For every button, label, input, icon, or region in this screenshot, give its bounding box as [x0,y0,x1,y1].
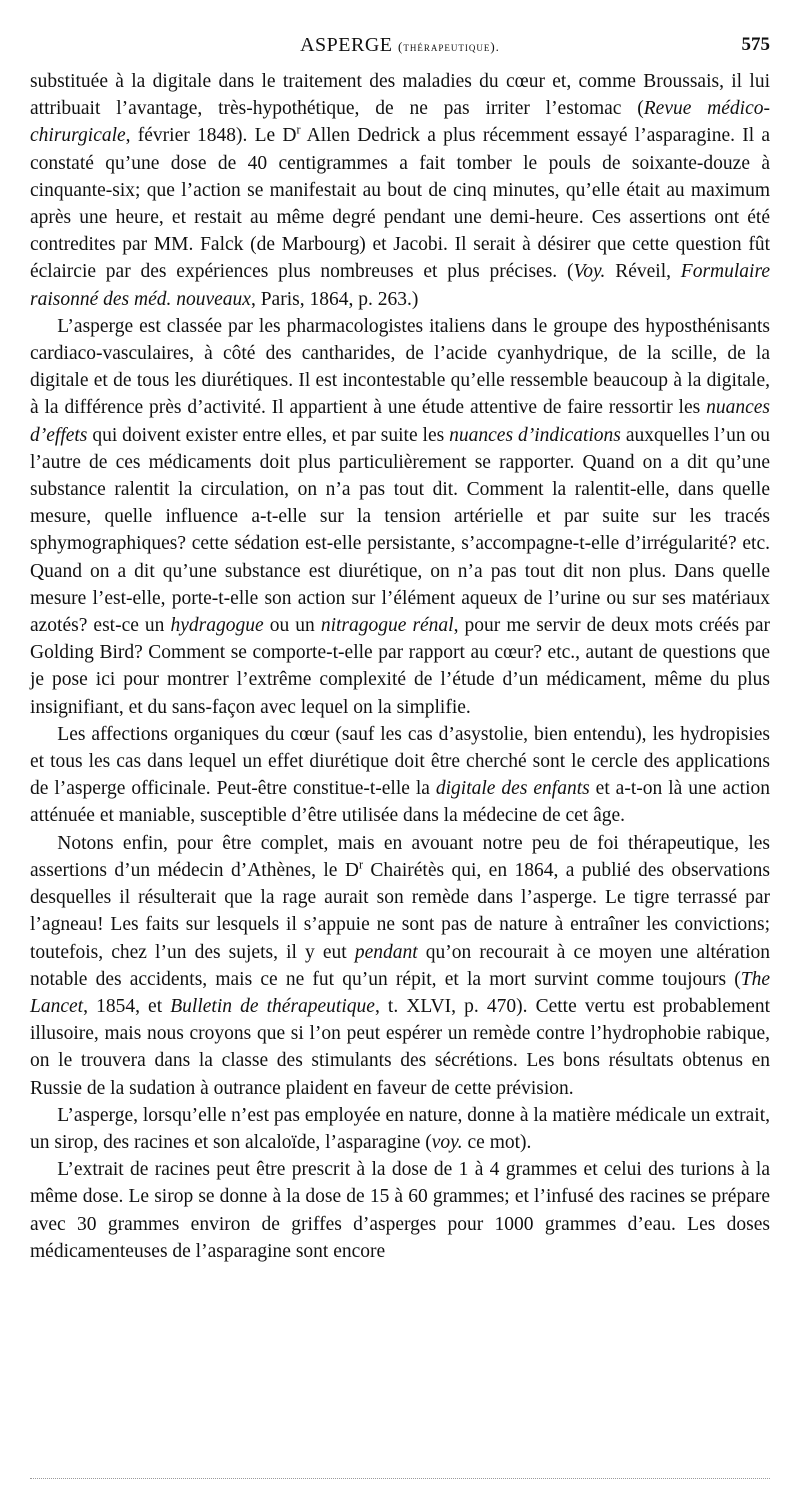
text-run: L’extrait de racines peut être prescrit à la dose de 1 à 4 grammes et celui des turions à la même dose. Le sirop se donne à la dose de 15 à 60 grammes; et l’infusé des racines se prépare avec 30 grammes environ de griffes d’asperges pour 1000 grammes d’eau. Les doses médicamenteuses de l’asparagine sont encore [30,1159,770,1262]
italic-run: hydragogue [170,615,264,637]
italic-run: voy. [431,1131,463,1153]
text-run: , t. XLVI, p. 470). Cette vertu est probablement illusoire, mais nous croyons que si l’on peut espérer un remède contre l’hydrophobie rabique, on le trouvera dans la classe des stimulants des sécrétions. Les bons résultats obtenus en Russie de la sudation à outrance plaident en faveur de cette prévision. [30,995,770,1099]
text-run: Notons enfin, pour être complet, mais en avouant notre peu de foi thérapeutique, les assertions d’un médecin d’Athènes, le D [30,832,770,881]
text-run: , Paris, 1864, p. 263.) [250,288,419,310]
italic-run: Voy. [573,261,606,283]
text-run: , 1854, et [83,995,171,1017]
text-run: ou un [263,615,321,637]
italic-run: Formulaire raisonné des méd. nouveaux [30,261,770,310]
italic-run: nuances d’indications [449,424,621,446]
italic-run: pendant [354,941,418,963]
italic-run: Revue médico-chirurgicale [30,98,770,147]
paragraph [30,830,770,1102]
paragraph [30,1156,770,1265]
text-run: et a-t-on là une action atténuée et maniable, susceptible d’être utilisée dans la médecine de cet âge. [30,778,770,827]
text-run: L’asperge, lorsqu’elle n’est pas employée en nature, donne à la matière médicale un extrait, un sirop, des racines et son alcaloïde, l’asparagine ( [30,1104,770,1153]
paragraph [30,68,770,313]
italic-run: Bulletin de thérapeutique [170,995,375,1017]
paragraph [30,721,770,830]
text-run: ce mot). [462,1131,532,1153]
page-number: 575 [741,34,770,55]
running-title-subtitle: (thérapeutique). [398,39,500,54]
running-title [30,34,770,57]
text-run: Réveil, [605,261,681,283]
text-run: , pour me servir de deux mots créés par Golding Bird? Comment se comporte-t-elle par rapport au cœur? etc., autant de questions que je pose ici pour montrer l’extrême complexité de l’étude d’un médicament, même du plus insignifiant, et du sans-façon avec lequel on la simplifie. [30,615,771,718]
italic-run: nuances d’effets [30,397,770,446]
italic-run: The Lancet [30,968,770,1017]
page-header [30,30,770,60]
body-text [30,68,770,1265]
superscript-run: r [296,122,301,137]
bottom-dotted-rule [30,1478,770,1479]
superscript-run: r [358,857,363,872]
text-run: substituée à la digitale dans le traitement des maladies du cœur et, comme Broussais, il lui attribuait l’avantage, très-hypothétique, de ne pas irriter l’estomac ( [30,71,770,120]
text-run: Chairétès qui, en 1864, a publié des observations desquelles il résulterait que la rage aurait son remède dans l’asperge. Le tigre terrassé par l’agneau! Les faits sur lesquels il s’appuie ne sont pas de nature à entraîner les convictions; toutefois, chez l’un des sujets, il y eut [30,859,771,963]
text-run: Les affections organiques du cœur (sauf les cas d’asystolie, bien entendu), les hydropisies et tous les cas dans lequel un effet diurétique doit être cherché sont le cercle des applications de l’asperge officinale. Peut-être constitue-t-elle la [30,723,770,800]
paragraph [30,313,770,721]
text-run: auxquelles l’un ou l’autre de ces médicaments doit plus particulièrement se rapporter. Quand on a dit qu’une substance ralentit la circulation, on n’a pas tout dit. Comment la ralentit-elle, dans quelle mesure, quelle influence a-t-elle sur la tension artérielle et par suite sur les tracés sphymographiques? cette sédation est-elle persistante, s’accompagne-t-elle d’irrégularité? etc. Quand on a dit qu’une substance est diurétique, on n’a pas tout dit non plus. Dans quelle mesure l’est-elle, porte-t-elle son action sur l’élément aqueux de l’urine ou sur ses matériaux azotés? est-ce un [30,424,770,637]
text-run: , février 1848). Le D [125,125,297,147]
text-run: qui doivent exister entre elles, et par suite les [87,424,450,446]
text-run: Allen Dedrick a plus récemment essayé l’asparagine. Il a constaté qu’une dose de 40 centigrammes a fait tomber le pouls de soixante-douze à cinquante-six; que l’action se manifestait au bout de cinq minutes, qu’elle était au maximum après une heure, et restait au même degré pendant une demi-heure. Ces assertions ont été contredites par MM. Falck (de Marbourg) et Jacobi. Il serait à désirer que cette question fût éclaircie par des expériences plus nombreuses et plus précises. ( [30,125,770,283]
text-run: L’asperge est classée par les pharmacologistes italiens dans le groupe des hyposthénisants cardiaco-vasculaires, à côté des cantharides, de l’acide cyanhydrique, de la scille, de la digitale et de tous les diurétiques. Il est incontestable qu’elle ressemble beaucoup à la digitale, à la différence près d’activité. Il appartient à une étude attentive de faire ressortir les [30,315,770,419]
italic-run: nitragogue rénal [320,615,454,637]
text-run: qu’on recourait à ce moyen une altération notable des accidents, mais ce ne fut qu’un répit, et la mort survint comme toujours ( [30,941,771,990]
paragraph [30,1102,770,1156]
italic-run: digitale des enfants [435,778,590,800]
running-title-main: ASPERGE [300,34,393,56]
